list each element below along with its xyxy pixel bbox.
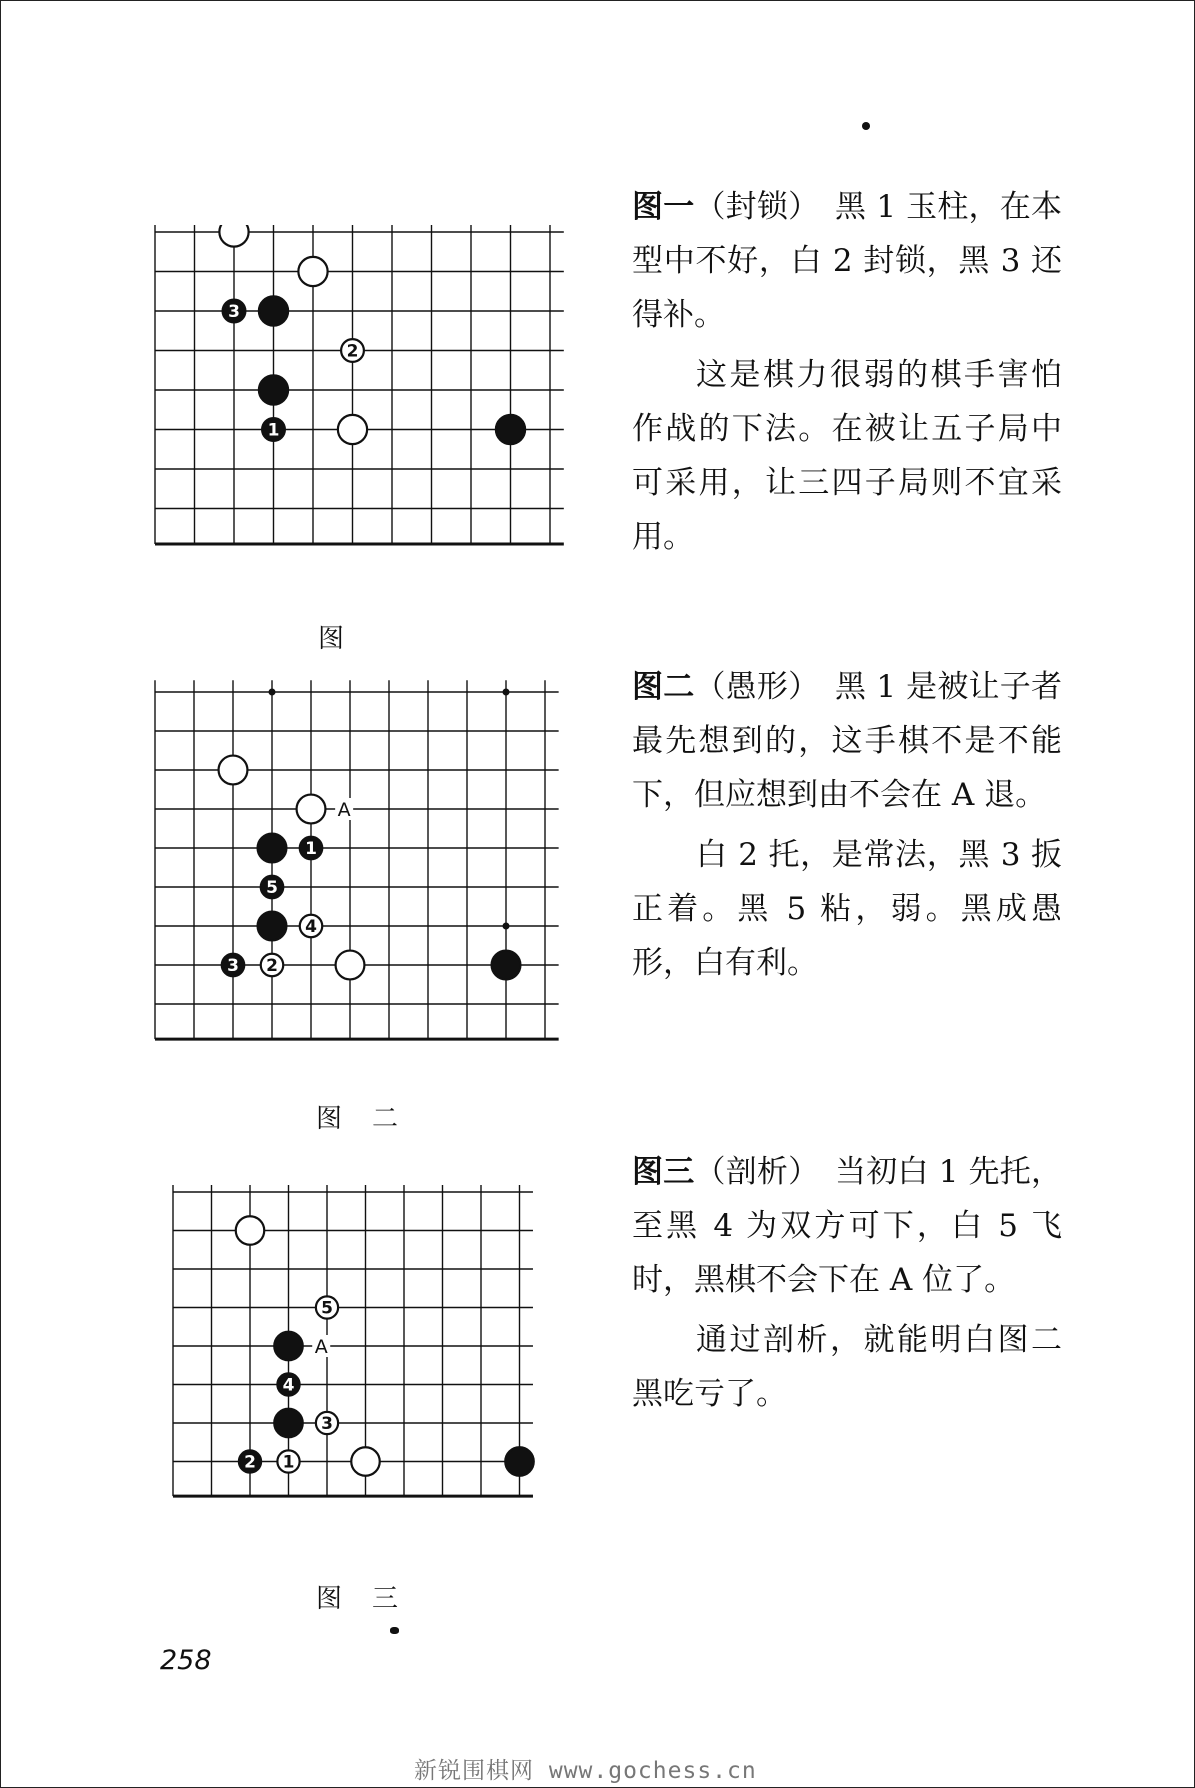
black-stone (274, 1332, 302, 1360)
white-stone (236, 1216, 264, 1244)
commentary-3-paren: （剖析） (694, 1154, 804, 1190)
move-number-label: 5 (266, 878, 278, 898)
go-board-diagram-2 (150, 668, 570, 1053)
white-stone (341, 339, 364, 362)
move-number-label: 4 (305, 917, 317, 937)
diagram-1-commentary (632, 180, 1062, 570)
black-stone (239, 1450, 261, 1472)
black-stone (258, 912, 287, 941)
move-number-label: 5 (321, 1298, 333, 1319)
stone-disc (236, 1216, 264, 1244)
commentary-2-paren: （愚形） (694, 669, 804, 705)
diagram-3-caption: 图 三 (316, 1584, 401, 1614)
white-stone (316, 1412, 338, 1434)
commentary-2-paragraph: 白 2 托，是常法，黑 3 扳正着。黑 5 粘，弱。黑成愚形，白有利。 (632, 837, 1062, 981)
diagram-2-commentary (632, 660, 1062, 996)
stone-disc (298, 257, 327, 286)
stone-disc (297, 795, 326, 824)
board-grid (155, 680, 559, 1039)
black-stone (277, 1373, 299, 1395)
black-stone (259, 375, 288, 404)
stone-disc (258, 834, 287, 863)
move-number-label: 1 (305, 839, 317, 859)
white-stone (300, 915, 323, 938)
commentary-1-title: 图一 (632, 189, 695, 225)
move-number-label: 2 (346, 341, 359, 362)
stone-disc (259, 375, 288, 404)
white-stone (338, 415, 367, 444)
move-number-label: 2 (266, 956, 278, 976)
move-number-label: 1 (282, 1452, 295, 1473)
white-stone (277, 1450, 299, 1472)
go-board-diagram-1 (150, 225, 570, 570)
white-stone (219, 225, 248, 247)
star-point (503, 923, 510, 930)
watermark: 新锐围棋网 www.gochess.cn (414, 1758, 757, 1784)
stone-disc (219, 756, 248, 785)
diagram-3-commentary (632, 1145, 1062, 1427)
black-stone (223, 300, 246, 323)
white-stone (298, 257, 327, 286)
white-stone (219, 756, 248, 785)
star-point (269, 689, 276, 696)
go-board-diagram-3 (168, 1185, 588, 1530)
black-stone (258, 834, 287, 863)
move-number-label: 1 (267, 420, 280, 441)
commentary-2-title: 图二 (632, 669, 695, 705)
black-stone (261, 876, 284, 899)
move-number-label: 3 (321, 1414, 333, 1434)
star-point (503, 689, 510, 696)
page-number: 258 (160, 1645, 212, 1676)
stone-disc (338, 415, 367, 444)
black-stone (259, 296, 288, 325)
stone-disc (351, 1447, 379, 1475)
commentary-2-text: 黑 1 是被让子者最先想到的，这手棋不是不能下，但应想到由不会在 A 退。 (632, 669, 1062, 813)
stone-disc (496, 415, 525, 444)
stone-disc (274, 1332, 302, 1360)
black-stone (300, 837, 323, 860)
commentary-3-line (632, 1145, 1062, 1307)
move-number-label: 4 (282, 1375, 295, 1396)
top-dot-mark (862, 122, 870, 130)
stone-disc (505, 1447, 533, 1475)
diagram-1-caption: 图 (318, 624, 347, 654)
white-stone (261, 954, 284, 977)
commentary-3-text: 当初白 1 先托，至黑 4 为双方可下，白 5 飞时，黑棋不会下在 A 位了。 (632, 1154, 1062, 1298)
board-grid (155, 225, 564, 544)
stone-disc (258, 912, 287, 941)
bottom-dot-mark (390, 1627, 399, 1634)
commentary-1-line (632, 180, 1062, 342)
stone-disc (336, 951, 365, 980)
diagram-2-caption: 图 二 (316, 1104, 401, 1134)
move-number-label: 2 (244, 1452, 256, 1473)
white-stone (351, 1447, 379, 1475)
black-stone (505, 1447, 533, 1475)
commentary-1-text: 黑 1 玉柱，在本型中不好，白 2 封锁，黑 3 还得补。 (632, 189, 1062, 333)
commentary-3-paragraph: 通过剖析，就能明白图二黑吃亏了。 (632, 1322, 1062, 1412)
black-stone (496, 415, 525, 444)
commentary-1-paragraph: 这是棋力很弱的棋手害怕作战的下法。在被让五子局中可采用，让三四子局则不宜采用。 (632, 357, 1062, 555)
stone-disc (492, 951, 521, 980)
stone-disc (259, 296, 288, 325)
move-number-label: 3 (228, 302, 240, 322)
stone-disc (274, 1409, 302, 1437)
black-stone (222, 954, 245, 977)
commentary-3-title: 图三 (632, 1154, 695, 1190)
white-stone (336, 951, 365, 980)
white-stone (297, 795, 326, 824)
point-marker-label: A (314, 1336, 328, 1358)
black-stone (492, 951, 521, 980)
stone-disc (219, 225, 248, 247)
white-stone (316, 1296, 338, 1318)
board-grid (173, 1185, 533, 1496)
point-marker-label: A (337, 799, 351, 821)
move-number-label: 3 (227, 956, 239, 976)
commentary-2-line (632, 660, 1062, 822)
commentary-1-paren: （封锁） (694, 189, 804, 225)
black-stone (262, 418, 285, 441)
black-stone (274, 1409, 302, 1437)
